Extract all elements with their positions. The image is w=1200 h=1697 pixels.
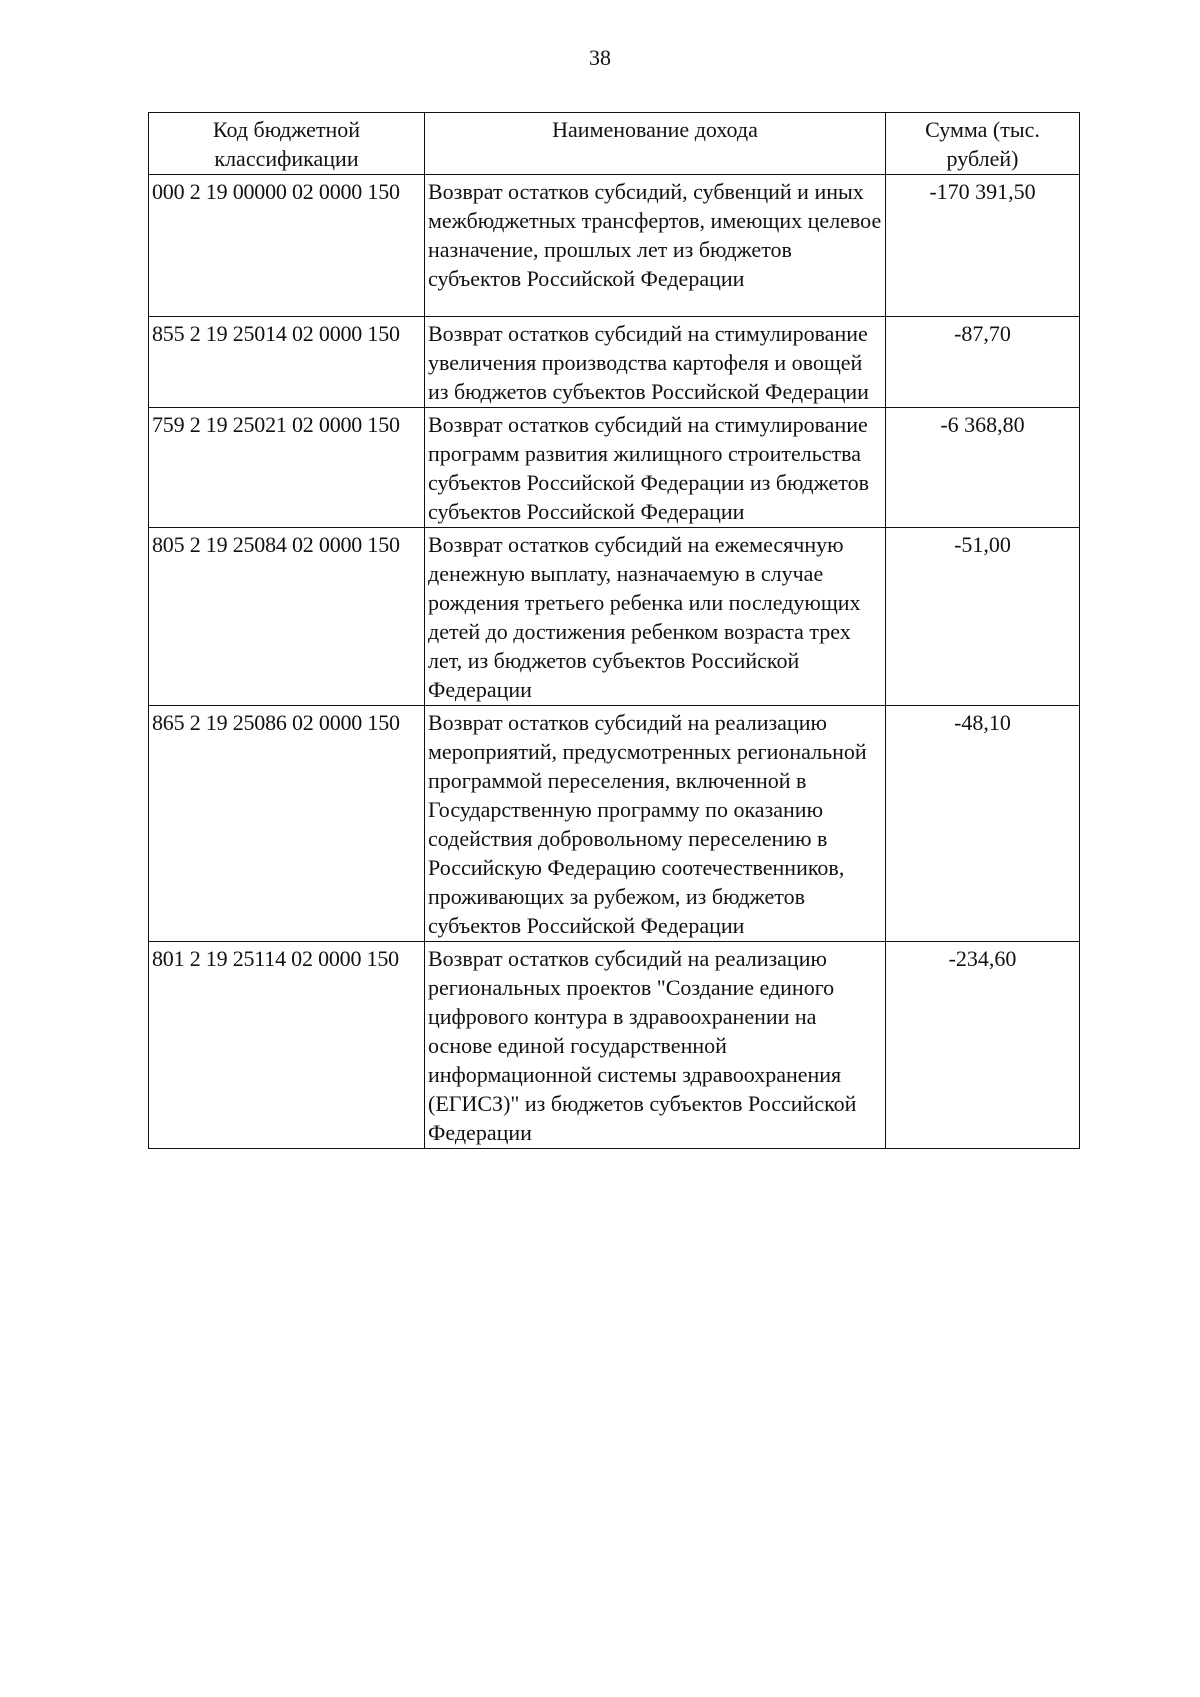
table-row	[149, 706, 1080, 942]
row-name: Возврат остатков субсидий на стимулирование программ развития жилищного строительства субъектов Российской Федерации из бюджетов субъектов Российской Федерации	[425, 408, 886, 528]
row-amount: -6 368,80	[886, 408, 1080, 528]
table-row	[149, 528, 1080, 706]
row-name: Возврат остатков субсидий на реализацию мероприятий, предусмотренных региональной программой переселения, включенной в Государственную программу по оказанию содействия добровольному переселению в Российскую Федерацию соотечественников, проживающих за рубежом, из бюджетов субъектов Российской Федерации	[425, 706, 886, 942]
row-code: 801 2 19 25114 02 0000 150	[149, 942, 425, 1149]
row-amount: -48,10	[886, 706, 1080, 942]
row-name: Возврат остатков субсидий, субвенций и иных межбюджетных трансфертов, имеющих целевое назначение, прошлых лет из бюджетов субъектов Российской Федерации	[425, 175, 886, 317]
table-row	[149, 408, 1080, 528]
header-code: Код бюджетной классификации	[149, 113, 425, 175]
table-row	[149, 175, 1080, 317]
row-amount: -234,60	[886, 942, 1080, 1149]
row-amount: -170 391,50	[886, 175, 1080, 317]
row-name: Возврат остатков субсидий на реализацию региональных проектов "Создание единого цифрового контура в здравоохранении на основе единой государственной информационной системы здравоохранения (ЕГИСЗ)" из бюджетов субъектов Российской Федерации	[425, 942, 886, 1149]
header-name: Наименование дохода	[425, 113, 886, 175]
row-name: Возврат остатков субсидий на ежемесячную денежную выплату, назначаемую в случае рождения третьего ребенка или последующих детей до достижения ребенком возраста трех лет, из бюджетов субъектов Российской Федерации	[425, 528, 886, 706]
row-code: 000 2 19 00000 02 0000 150	[149, 175, 425, 317]
row-name: Возврат остатков субсидий на стимулирование увеличения производства картофеля и овощей из бюджетов субъектов Российской Федерации	[425, 317, 886, 408]
page-number: 38	[589, 45, 611, 70]
row-amount: -87,70	[886, 317, 1080, 408]
row-code: 759 2 19 25021 02 0000 150	[149, 408, 425, 528]
row-code: 855 2 19 25014 02 0000 150	[149, 317, 425, 408]
row-code: 805 2 19 25084 02 0000 150	[149, 528, 425, 706]
table-row	[149, 942, 1080, 1149]
budget-revenue-table	[148, 112, 1080, 1149]
table-header-row	[149, 113, 1080, 175]
row-code: 865 2 19 25086 02 0000 150	[149, 706, 425, 942]
row-amount: -51,00	[886, 528, 1080, 706]
table-row	[149, 317, 1080, 408]
header-amount: Сумма (тыс. рублей)	[886, 113, 1080, 175]
